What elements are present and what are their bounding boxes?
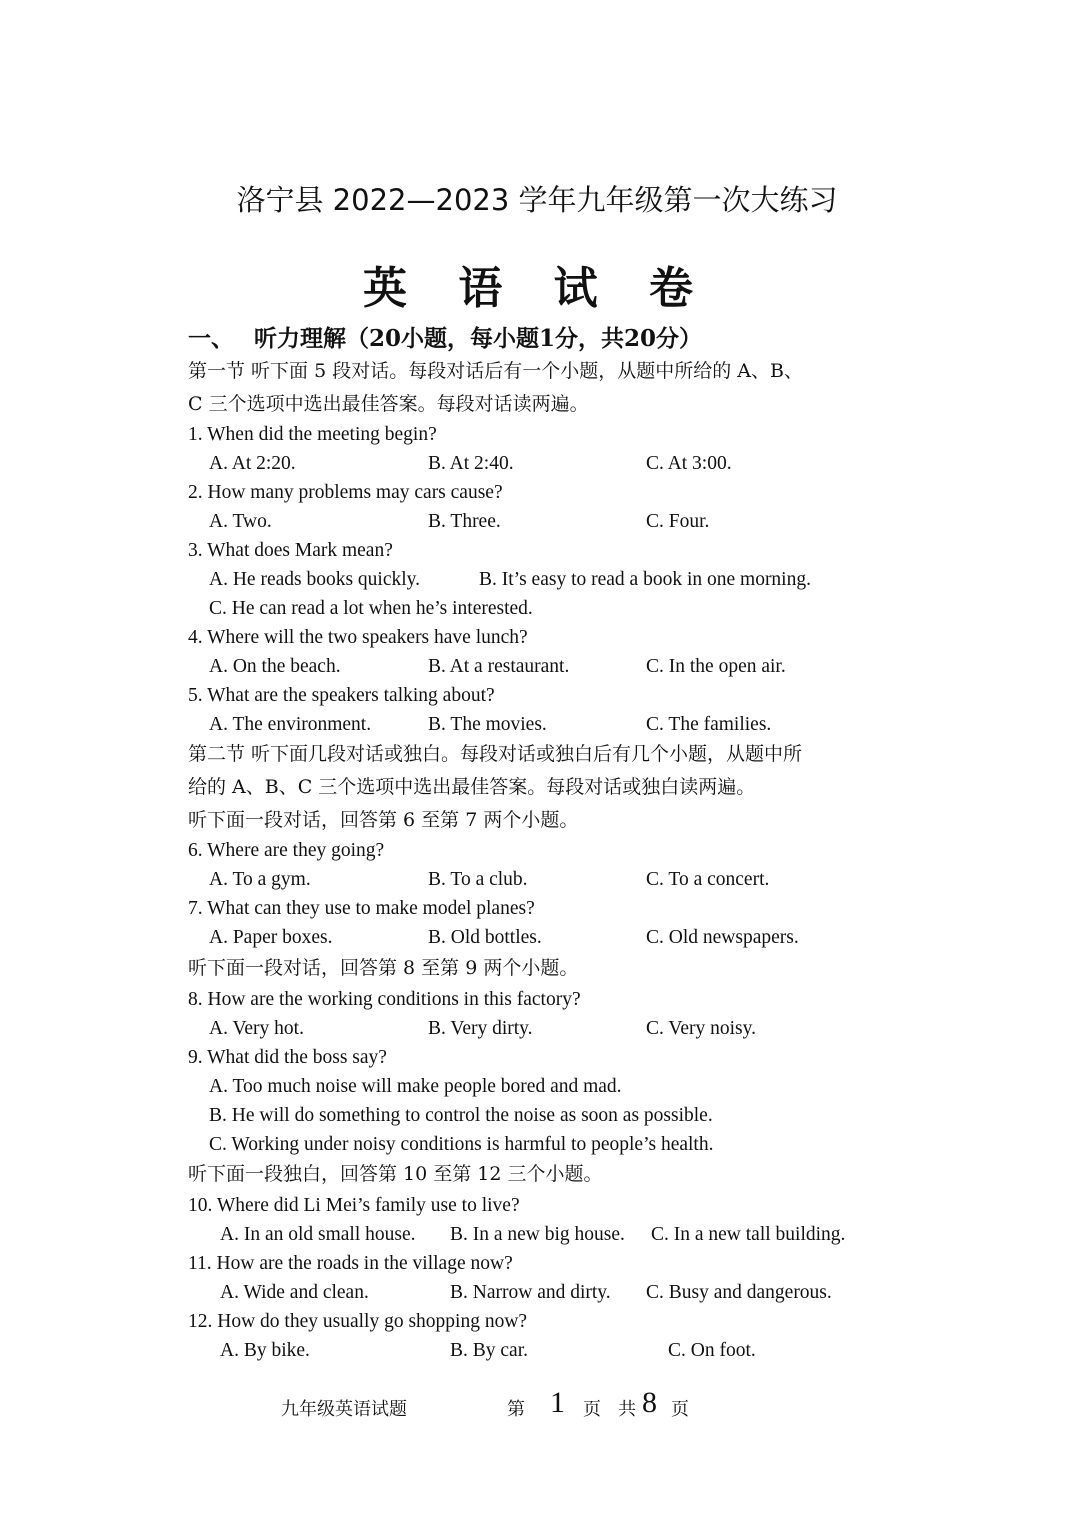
q4-option-a: A. On the beach. [209, 656, 341, 677]
question-8: 8. How are the working conditions in this factory? [188, 989, 581, 1010]
q10-option-b: B. In a new big house. [450, 1224, 625, 1245]
q8-option-a: A. Very hot. [209, 1018, 304, 1039]
q11-option-b: B. Narrow and dirty. [450, 1282, 611, 1303]
question-3: 3. What does Mark mean? [188, 540, 393, 561]
q12-option-a: A. By bike. [220, 1340, 310, 1361]
footer-page-total [642, 1386, 657, 1420]
q12-option-c: C. On foot. [668, 1340, 756, 1361]
q11-option-c: C. Busy and dangerous. [646, 1282, 832, 1303]
section-title: 听力理解（20小题，每小题1分，共20分） [254, 325, 703, 352]
question-6: 6. Where are they going? [188, 840, 385, 861]
q10-option-a: A. In an old small house. [220, 1224, 416, 1245]
q5-option-a: A. The environment. [209, 714, 372, 735]
q10-option-c: C. In a new tall building. [651, 1224, 846, 1245]
footer-page-prefix: 第 [507, 1399, 525, 1420]
instruction-6-7: 听下面一段对话，回答第 6 至第 7 两个小题。 [188, 809, 579, 831]
q5-option-c: C. The families. [646, 714, 772, 735]
question-5: 5. What are the speakers talking about? [188, 685, 495, 706]
question-9: 9. What did the boss say? [188, 1047, 387, 1068]
section-heading [188, 320, 702, 353]
q2-option-b: B. Three. [428, 511, 501, 532]
question-1: 1. When did the meeting begin? [188, 424, 437, 445]
q6-option-b: B. To a club. [428, 869, 528, 890]
section-number: 一、 [188, 325, 234, 352]
instruction-8-9: 听下面一段对话，回答第 8 至第 9 两个小题。 [188, 957, 579, 979]
q8-option-c: C. Very noisy. [646, 1018, 756, 1039]
page-number: 1 [550, 1386, 565, 1419]
q7-option-a: A. Paper boxes. [209, 927, 333, 948]
q12-option-b: B. By car. [450, 1340, 528, 1361]
instruction-10-12: 听下面一段独白，回答第 10 至第 12 三个小题。 [188, 1163, 603, 1185]
q7-option-b: B. Old bottles. [428, 927, 542, 948]
part1-intro-line1: 第一节 听下面 5 段对话。每段对话后有一个小题，从题中所给的 A、B、 [188, 360, 803, 382]
question-10: 10. Where did Li Mei’s family use to live? [188, 1195, 520, 1216]
q1-option-a: A. At 2:20. [209, 453, 296, 474]
footer-page-suffix: 页 [671, 1399, 689, 1420]
question-7: 7. What can they use to make model planes? [188, 898, 535, 919]
q4-option-b: B. At a restaurant. [428, 656, 570, 677]
q11-option-a: A. Wide and clean. [220, 1282, 369, 1303]
q8-option-b: B. Very dirty. [428, 1018, 533, 1039]
part2-intro-line1: 第二节 听下面几段对话或独白。每段对话或独白后有几个小题，从题中所 [188, 743, 803, 765]
q6-option-c: C. To a concert. [646, 869, 770, 890]
q4-option-c: C. In the open air. [646, 656, 786, 677]
q9-option-c: C. Working under noisy conditions is harmful to people’s health. [209, 1134, 714, 1155]
footer-page-number [550, 1386, 565, 1420]
q2-option-a: A. Two. [209, 511, 272, 532]
question-12: 12. How do they usually go shopping now? [188, 1311, 528, 1332]
q7-option-c: C. Old newspapers. [646, 927, 799, 948]
total-pages: 8 [642, 1386, 657, 1419]
q6-option-a: A. To a gym. [209, 869, 311, 890]
part1-intro-line2: C 三个选项中选出最佳答案。每段对话读两遍。 [188, 393, 589, 415]
q3-option-b: B. It’s easy to read a book in one morning. [479, 569, 811, 590]
exam-title: 洛宁县 2022—2023 学年九年级第一次大练习 [236, 183, 838, 217]
q1-option-b: B. At 2:40. [428, 453, 514, 474]
q9-option-b: B. He will do something to control the noise as soon as possible. [209, 1105, 713, 1126]
q5-option-b: B. The movies. [428, 714, 547, 735]
q3-option-c: C. He can read a lot when he’s interested. [209, 598, 533, 619]
footer-label: 九年级英语试题 [281, 1399, 407, 1420]
question-11: 11. How are the roads in the village now? [188, 1253, 513, 1274]
q3-option-a: A. He reads books quickly. [209, 569, 421, 590]
footer-page-mid: 页 共 [583, 1399, 637, 1420]
q1-option-c: C. At 3:00. [646, 453, 732, 474]
question-2: 2. How many problems may cars cause? [188, 482, 503, 503]
exam-subtitle: 英 语 试 卷 [363, 263, 711, 314]
question-4: 4. Where will the two speakers have lunch? [188, 627, 528, 648]
part2-intro-line2: 给的 A、B、C 三个选项中选出最佳答案。每段对话或独白读两遍。 [188, 776, 756, 798]
q9-option-a: A. Too much noise will make people bored and mad. [209, 1076, 622, 1097]
q2-option-c: C. Four. [646, 511, 710, 532]
